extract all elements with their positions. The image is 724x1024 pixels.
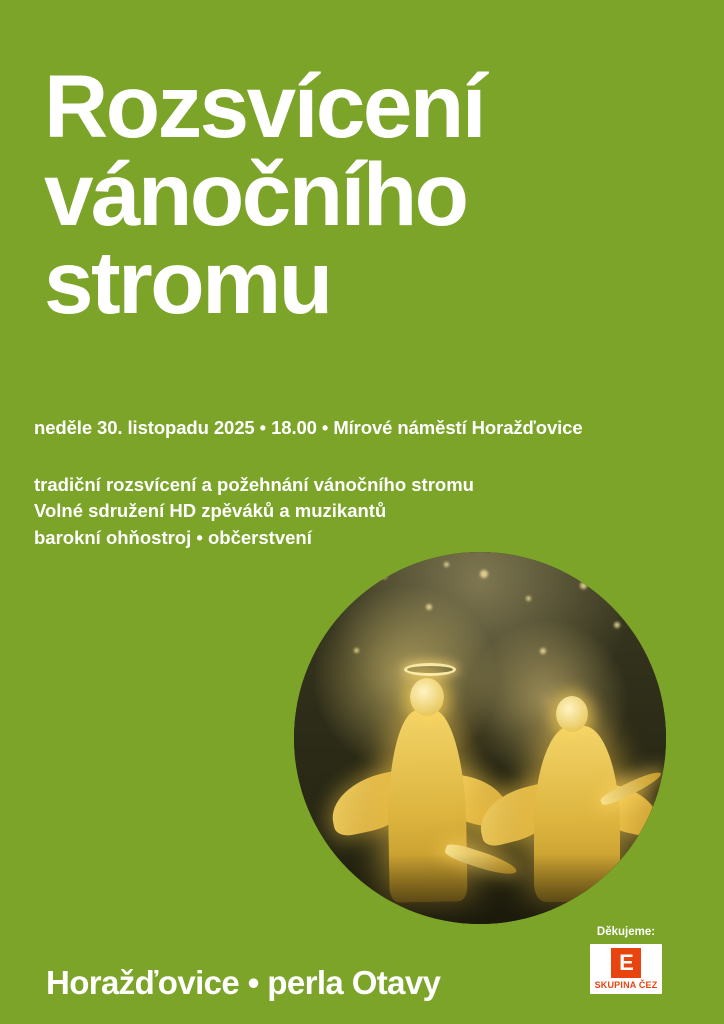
light-dot bbox=[444, 562, 449, 567]
title-line-3: stromu bbox=[44, 232, 331, 333]
page-title bbox=[44, 56, 704, 333]
light-dot bbox=[480, 570, 488, 578]
sponsor-thanks-label: Děkujeme: bbox=[596, 926, 656, 938]
footer-slogan: Horažďovice • perla Otavy bbox=[46, 964, 441, 1001]
light-dot bbox=[382, 574, 387, 579]
light-dot bbox=[426, 604, 432, 610]
light-dot bbox=[614, 622, 620, 628]
event-date-location: neděle 30. listopadu 2025 • 18.00 • Mírové náměstí Horažďovice bbox=[34, 417, 583, 438]
event-detail-line: tradiční rozsvícení a požehnání vánočního stromu bbox=[34, 474, 474, 495]
light-dot bbox=[540, 648, 546, 654]
title-line-1: Rozsvícení bbox=[44, 56, 484, 156]
halo-icon bbox=[404, 663, 456, 676]
sponsor-logo bbox=[590, 944, 662, 994]
light-dot bbox=[334, 588, 341, 595]
sponsor-block bbox=[566, 926, 686, 994]
light-dot bbox=[580, 582, 587, 589]
light-dot bbox=[526, 596, 531, 601]
title-line-2: vánočního bbox=[44, 144, 467, 245]
angels-photo bbox=[294, 552, 666, 924]
event-details bbox=[34, 472, 634, 551]
sponsor-name: SKUPINA ČEZ bbox=[594, 980, 658, 990]
cez-logo-icon: E bbox=[611, 948, 641, 978]
event-detail-line: barokní ohňostroj • občerstvení bbox=[34, 526, 312, 548]
event-detail-line: Volné sdružení HD zpěváků a muzikantů bbox=[34, 500, 387, 522]
light-dot bbox=[354, 648, 359, 653]
